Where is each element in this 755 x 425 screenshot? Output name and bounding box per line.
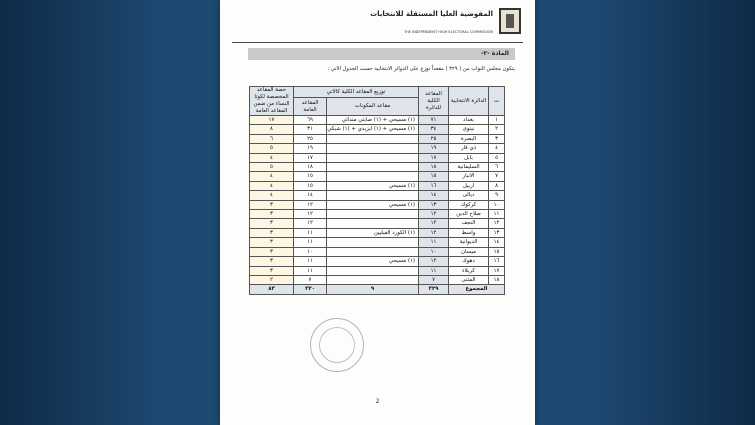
cell-general-seats: ١١ (294, 228, 327, 237)
cell-district: اربيل (449, 181, 489, 190)
article-heading: المادة -٢- (248, 48, 515, 60)
commission-logo-icon (499, 8, 521, 34)
cell-seq: ٤ (489, 144, 505, 153)
cell-total-seats: ٧ (419, 275, 449, 284)
cell-total-seats: ١٧ (419, 153, 449, 162)
cell-district: الانبار (449, 172, 489, 181)
cell-general-seats: ١٥ (294, 181, 327, 190)
official-stamp (310, 318, 364, 372)
intro-paragraph: يتكون مجلس النواب من ( ٣٢٩ ) مقعداً توزع على الدوائر الانتخابية حسب الجدول الاتي : (327, 66, 515, 72)
table-row (250, 238, 505, 247)
cell-women-quota: ٥ (250, 163, 294, 172)
cell-general-seats: ١٢ (294, 210, 327, 219)
table-row (250, 134, 505, 143)
cell-district: نينوى (449, 125, 489, 134)
cell-women-quota: ٤ (250, 191, 294, 200)
cell-general-seats: ٦٩ (294, 116, 327, 125)
cell-general-seats: ١٤ (294, 191, 327, 200)
cell-components: (١) مسيحي (327, 257, 419, 266)
header-district: الدائرة الانتخابية (449, 87, 489, 116)
header-total-seats: المقاعد الكلية للدائرة (419, 87, 449, 116)
cell-total-seats-sum: ٣٢٩ (419, 285, 449, 294)
cell-components (327, 172, 419, 181)
cell-women-quota: ٤ (250, 181, 294, 190)
cell-total-seats: ١٢ (419, 228, 449, 237)
cell-total-seats: ٧١ (419, 116, 449, 125)
cell-general-seats: ٧ (294, 275, 327, 284)
cell-total-seats: ١٦ (419, 181, 449, 190)
cell-seq: ٧ (489, 172, 505, 181)
cell-total-seats: ١٩ (419, 144, 449, 153)
cell-seq: ١١ (489, 210, 505, 219)
cell-components (327, 266, 419, 275)
cell-components (327, 134, 419, 143)
cell-components (327, 275, 419, 284)
cell-district: دهوك (449, 257, 489, 266)
header-general: المقاعد العامة (294, 98, 327, 116)
cell-women-quota: ٣ (250, 257, 294, 266)
table-row (250, 200, 505, 209)
cell-general-seats: ٣١ (294, 125, 327, 134)
cell-general-seats: ١١ (294, 257, 327, 266)
cell-general-seats: ١٢ (294, 219, 327, 228)
cell-general-sum: ٣٢٠ (294, 285, 327, 294)
cell-district: بغداد (449, 116, 489, 125)
cell-components-sum: ٩ (327, 285, 419, 294)
cell-district: كركوك (449, 200, 489, 209)
cell-women-quota: ٣ (250, 238, 294, 247)
table-row (250, 257, 505, 266)
cell-women-quota: ٣ (250, 210, 294, 219)
cell-general-seats: ١١ (294, 266, 327, 275)
cell-total-seats: ١٢ (419, 257, 449, 266)
document-page (220, 0, 535, 425)
commission-name-english: THE INDEPENDENT HIGH ELECTORAL COMMISSION (403, 30, 493, 34)
cell-seq: ٩ (489, 191, 505, 200)
cell-district: البصرة (449, 134, 489, 143)
cell-district: بابل (449, 153, 489, 162)
table-row (250, 210, 505, 219)
cell-components: (١) مسيحي (327, 181, 419, 190)
totals-row (250, 285, 505, 294)
table-row (250, 219, 505, 228)
cell-women-quota: ٣ (250, 219, 294, 228)
cell-components: (١) الكورد الفيليين (327, 228, 419, 237)
table-row (250, 116, 505, 125)
cell-seq: ٦ (489, 163, 505, 172)
cell-general-seats: ١٧ (294, 153, 327, 162)
cell-seq: ١٨ (489, 275, 505, 284)
page-number: 2 (375, 398, 380, 405)
cell-district: ديالى (449, 191, 489, 200)
cell-components (327, 219, 419, 228)
cell-total-seats: ١٥ (419, 172, 449, 181)
cell-seq: ١ (489, 116, 505, 125)
cell-seq: ٥ (489, 153, 505, 162)
cell-district: النجف (449, 219, 489, 228)
cell-district: المثنى (449, 275, 489, 284)
cell-general-seats: ١٥ (294, 172, 327, 181)
cell-seq: ١٦ (489, 257, 505, 266)
header-women-quota: حصة المقاعد المخصصة لكوتا النساء من ضمن المقاعد العامة (250, 87, 294, 116)
cell-women-quota: ٤ (250, 172, 294, 181)
cell-general-seats: ٢٥ (294, 134, 327, 143)
cell-total-seats: ١٣ (419, 200, 449, 209)
table-row (250, 144, 505, 153)
cell-total-seats: ١٠ (419, 247, 449, 256)
table-row (250, 247, 505, 256)
header-divider (232, 42, 523, 43)
cell-components (327, 238, 419, 247)
cell-components (327, 153, 419, 162)
cell-district: ذي قار (449, 144, 489, 153)
cell-total-seats: ٢٥ (419, 134, 449, 143)
cell-seq: ١٧ (489, 266, 505, 275)
cell-total-seats: ١٢ (419, 210, 449, 219)
table-row (250, 181, 505, 190)
cell-district: واسط (449, 228, 489, 237)
table-row (250, 275, 505, 284)
header-distribution: توزيع المقاعد الكلية كالاتي (294, 87, 419, 98)
cell-total-seats: ٣٤ (419, 125, 449, 134)
cell-seq: ١٥ (489, 247, 505, 256)
table-row (250, 153, 505, 162)
cell-women-quota: ٥ (250, 144, 294, 153)
cell-seq: ٢ (489, 125, 505, 134)
header-seq: ت (489, 87, 505, 116)
cell-components (327, 144, 419, 153)
cell-women-quota: ٣ (250, 200, 294, 209)
cell-seq: ١٢ (489, 219, 505, 228)
seat-distribution-table (249, 86, 505, 295)
cell-total-seats: ١٤ (419, 191, 449, 200)
table-row (250, 172, 505, 181)
table-row (250, 228, 505, 237)
table-row (250, 163, 505, 172)
cell-components: (١) مسيحي + (١) صابئي مندائي (327, 116, 419, 125)
cell-women-sum: ٨٣ (250, 285, 294, 294)
cell-seq: ٣ (489, 134, 505, 143)
cell-women-quota: ٤ (250, 153, 294, 162)
cell-seq: ٨ (489, 181, 505, 190)
cell-women-quota: ٣ (250, 228, 294, 237)
commission-name-arabic: المفوضية العليا المستقلة للانتخابات (370, 10, 493, 18)
header-components: مقاعد المكونات (327, 98, 419, 116)
cell-district: صلاح الدين (449, 210, 489, 219)
cell-total-label: المجموع (449, 285, 505, 294)
cell-seq: ١٠ (489, 200, 505, 209)
table-row (250, 125, 505, 134)
cell-general-seats: ١٩ (294, 144, 327, 153)
cell-components: (١) مسيحي + (١) ايزيدي + (١) شبكي (327, 125, 419, 134)
cell-components (327, 191, 419, 200)
table-row (250, 191, 505, 200)
cell-general-seats: ١٠ (294, 247, 327, 256)
cell-general-seats: ١١ (294, 238, 327, 247)
cell-components: (١) مسيحي (327, 200, 419, 209)
cell-women-quota: ٣ (250, 266, 294, 275)
cell-district: الديوانية (449, 238, 489, 247)
cell-components (327, 163, 419, 172)
cell-women-quota: ٣ (250, 247, 294, 256)
cell-total-seats: ١٨ (419, 163, 449, 172)
cell-women-quota: ٢ (250, 275, 294, 284)
cell-seq: ١٣ (489, 228, 505, 237)
cell-women-quota: ١٧ (250, 116, 294, 125)
cell-total-seats: ١١ (419, 238, 449, 247)
cell-general-seats: ١٨ (294, 163, 327, 172)
cell-women-quota: ٨ (250, 125, 294, 134)
cell-components (327, 210, 419, 219)
cell-district: كربلاء (449, 266, 489, 275)
cell-district: السليمانية (449, 163, 489, 172)
cell-women-quota: ٦ (250, 134, 294, 143)
cell-total-seats: ١٢ (419, 219, 449, 228)
cell-district: ميسان (449, 247, 489, 256)
cell-seq: ١٤ (489, 238, 505, 247)
cell-components (327, 247, 419, 256)
cell-general-seats: ١٢ (294, 200, 327, 209)
cell-total-seats: ١١ (419, 266, 449, 275)
table-row (250, 266, 505, 275)
